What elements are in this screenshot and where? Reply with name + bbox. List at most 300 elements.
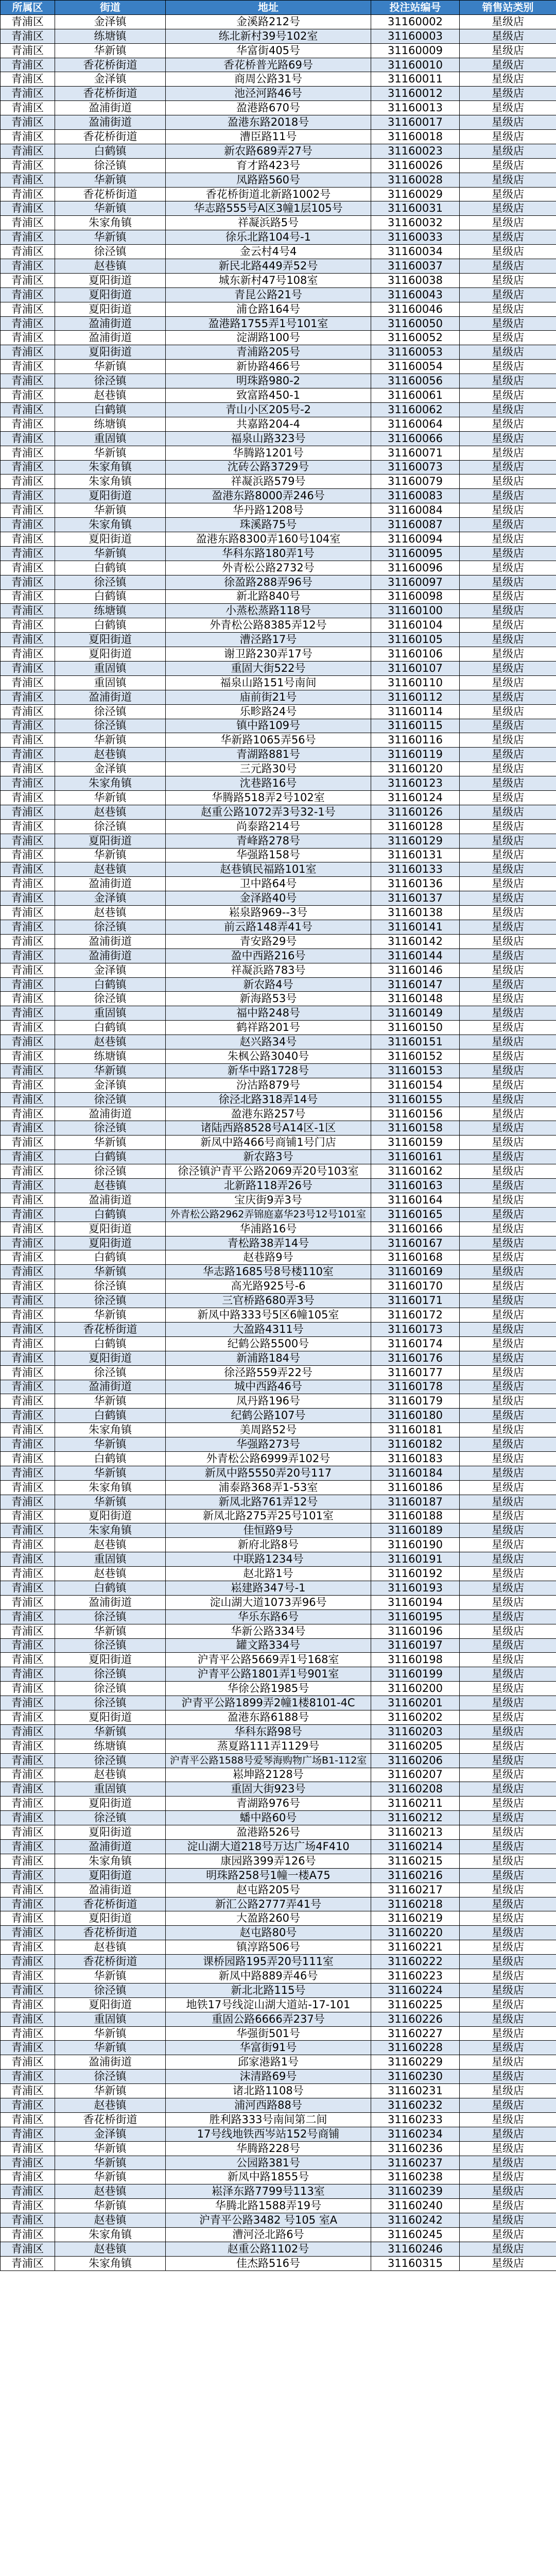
station-type-cell: 星级店: [460, 1480, 556, 1495]
table-row: [1, 158, 556, 173]
district-cell: 青浦区: [1, 1294, 55, 1308]
station-type-cell: 星级店: [460, 2055, 556, 2070]
district-cell: 青浦区: [1, 1035, 55, 1049]
station-type-cell: 星级店: [460, 1897, 556, 1911]
table-row: [1, 1365, 556, 1380]
district-cell: 青浦区: [1, 704, 55, 719]
address-cell: 青昆公路21号: [166, 287, 371, 302]
address-cell: 重固大街923号: [166, 1782, 371, 1797]
table-row: [1, 374, 556, 388]
station-type-cell: 星级店: [460, 877, 556, 891]
district-cell: 青浦区: [1, 819, 55, 834]
street-cell: 白鹤镇: [55, 618, 166, 633]
station-id-cell: 31160212: [371, 1811, 460, 1825]
street-cell: 夏阳街道: [55, 1997, 166, 2012]
district-cell: 青浦区: [1, 144, 55, 158]
district-cell: 青浦区: [1, 1107, 55, 1121]
table-row: [1, 546, 556, 561]
district-cell: 青浦区: [1, 1538, 55, 1552]
street-cell: 徐泾镇: [55, 1638, 166, 1653]
street-cell: 朱家角镇: [55, 518, 166, 532]
district-cell: 青浦区: [1, 1926, 55, 1940]
station-id-cell: 31160226: [371, 2012, 460, 2026]
street-cell: 夏阳街道: [55, 1653, 166, 1667]
street-cell: 夏阳街道: [55, 1710, 166, 1724]
district-cell: 青浦区: [1, 1638, 55, 1653]
station-id-cell: 31160220: [371, 1926, 460, 1940]
station-id-cell: 31160146: [371, 963, 460, 977]
district-cell: 青浦区: [1, 1063, 55, 1078]
table-row: [1, 1997, 556, 2012]
district-cell: 青浦区: [1, 360, 55, 374]
address-cell: 公园路381号: [166, 2156, 371, 2170]
station-type-cell: 星级店: [460, 1696, 556, 1710]
address-cell: 新凤中路5550弄20号117: [166, 1466, 371, 1480]
table-row: [1, 1136, 556, 1150]
address-cell: 谢卫路230弄17号: [166, 647, 371, 662]
address-cell: 鹤祥路201号: [166, 1021, 371, 1035]
street-cell: 赵巷镇: [55, 1538, 166, 1552]
address-cell: 盈港路526号: [166, 1825, 371, 1840]
table-row: [1, 1495, 556, 1509]
station-id-cell: 31160246: [371, 2242, 460, 2256]
street-cell: 赵巷镇: [55, 1035, 166, 1049]
street-cell: 朱家角镇: [55, 1480, 166, 1495]
station-id-cell: 31160173: [371, 1322, 460, 1336]
table-row: [1, 1825, 556, 1840]
station-id-cell: 31160201: [371, 1696, 460, 1710]
district-cell: 青浦区: [1, 1336, 55, 1351]
station-id-cell: 31160144: [371, 948, 460, 963]
station-id-cell: 31160233: [371, 2112, 460, 2127]
table-row: [1, 201, 556, 216]
station-id-cell: 31160177: [371, 1365, 460, 1380]
table-row: [1, 1049, 556, 1064]
table-row: [1, 748, 556, 762]
street-cell: 徐泾镇: [55, 1279, 166, 1294]
table-row: [1, 1351, 556, 1365]
station-id-cell: 31160188: [371, 1509, 460, 1523]
station-type-cell: 星级店: [460, 2127, 556, 2141]
district-cell: 青浦区: [1, 1854, 55, 1868]
street-cell: 夏阳街道: [55, 1222, 166, 1236]
address-cell: 华腾路1201号: [166, 446, 371, 460]
district-cell: 青浦区: [1, 1653, 55, 1667]
station-type-cell: 星级店: [460, 1911, 556, 1926]
station-type-cell: 星级店: [460, 1265, 556, 1279]
station-id-cell: 31160223: [371, 1969, 460, 1984]
station-type-cell: 星级店: [460, 920, 556, 935]
station-id-cell: 31160217: [371, 1883, 460, 1897]
street-cell: 夏阳街道: [55, 1509, 166, 1523]
street-cell: 金泽镇: [55, 963, 166, 977]
street-cell: 夏阳街道: [55, 1351, 166, 1365]
table-row: [1, 1840, 556, 1854]
street-cell: 华新镇: [55, 2141, 166, 2156]
table-row: [1, 29, 556, 43]
table-row: [1, 2170, 556, 2184]
street-cell: 盈浦街道: [55, 1193, 166, 1207]
station-type-cell: 星级店: [460, 1552, 556, 1567]
station-type-cell: 星级店: [460, 29, 556, 43]
station-type-cell: 星级店: [460, 2228, 556, 2242]
table-row: [1, 2199, 556, 2213]
station-id-cell: 31160183: [371, 1451, 460, 1466]
table-row: [1, 115, 556, 130]
station-type-cell: 星级店: [460, 1136, 556, 1150]
table-row: [1, 1609, 556, 1624]
address-cell: 新海路53号: [166, 992, 371, 1006]
station-id-cell: 31160162: [371, 1164, 460, 1179]
district-cell: 青浦区: [1, 230, 55, 245]
street-cell: 练塘镇: [55, 417, 166, 431]
address-cell: 华丹路1208号: [166, 503, 371, 518]
station-id-cell: 31160114: [371, 704, 460, 719]
station-type-cell: 星级店: [460, 1322, 556, 1336]
station-id-cell: 31160169: [371, 1265, 460, 1279]
table-row: [1, 1250, 556, 1265]
station-id-cell: 31160172: [371, 1308, 460, 1323]
address-cell: 育才路423号: [166, 158, 371, 173]
street-cell: 赵巷镇: [55, 2098, 166, 2113]
district-cell: 青浦区: [1, 273, 55, 287]
table-row: [1, 762, 556, 776]
street-cell: 白鹤镇: [55, 977, 166, 992]
address-cell: 美周路52号: [166, 1423, 371, 1437]
station-type-cell: 星级店: [460, 1825, 556, 1840]
station-id-cell: 31160200: [371, 1682, 460, 1696]
station-type-cell: 星级店: [460, 819, 556, 834]
address-cell: 练北新村39号102室: [166, 29, 371, 43]
table-row: [1, 259, 556, 274]
address-cell: 赵北路1号: [166, 1567, 371, 1581]
station-id-cell: 31160205: [371, 1739, 460, 1753]
address-cell: 华强街501号: [166, 2026, 371, 2041]
station-type-cell: 星级店: [460, 1179, 556, 1193]
street-cell: 华新镇: [55, 173, 166, 187]
district-cell: 青浦区: [1, 1682, 55, 1696]
table-row: [1, 1811, 556, 1825]
station-type-cell: 星级店: [460, 158, 556, 173]
address-cell: 福泉山路151号南间: [166, 675, 371, 690]
address-cell: 三元路30号: [166, 762, 371, 776]
station-type-cell: 星级店: [460, 1983, 556, 1997]
station-id-cell: 31160037: [371, 259, 460, 274]
station-type-cell: 星级店: [460, 1811, 556, 1825]
district-cell: 青浦区: [1, 2055, 55, 2070]
table-row: [1, 589, 556, 604]
district-cell: 青浦区: [1, 2041, 55, 2055]
table-row: [1, 417, 556, 431]
street-cell: 徐泾镇: [55, 1682, 166, 1696]
table-row: [1, 431, 556, 446]
address-cell: 香花桥普光路69号: [166, 58, 371, 72]
table-row: [1, 173, 556, 187]
station-id-cell: 31160180: [371, 1409, 460, 1423]
station-id-cell: 31160123: [371, 776, 460, 791]
station-type-cell: 星级店: [460, 43, 556, 58]
station-type-cell: 星级店: [460, 704, 556, 719]
address-cell: 华强路273号: [166, 1437, 371, 1452]
address-cell: 纪鹤公路5500号: [166, 1336, 371, 1351]
district-cell: 青浦区: [1, 1480, 55, 1495]
district-cell: 青浦区: [1, 733, 55, 748]
street-cell: 盈浦街道: [55, 101, 166, 115]
street-cell: 赵巷镇: [55, 1940, 166, 1955]
table-row: [1, 690, 556, 704]
street-cell: 重固镇: [55, 1782, 166, 1797]
station-id-cell: 31160142: [371, 934, 460, 948]
street-cell: 夏阳街道: [55, 633, 166, 647]
street-cell: 朱家角镇: [55, 1854, 166, 1868]
street-cell: 盈浦街道: [55, 316, 166, 331]
street-cell: 朱家角镇: [55, 1423, 166, 1437]
station-type-cell: 星级店: [460, 1969, 556, 1984]
table-row: [1, 877, 556, 891]
table-row: [1, 1279, 556, 1294]
street-cell: 金泽镇: [55, 2127, 166, 2141]
address-cell: 新农路689弄27号: [166, 144, 371, 158]
address-cell: 新浦路184号: [166, 1351, 371, 1365]
station-id-cell: 31160195: [371, 1609, 460, 1624]
station-id-cell: 31160184: [371, 1466, 460, 1480]
district-cell: 青浦区: [1, 1021, 55, 1035]
station-id-cell: 31160211: [371, 1797, 460, 1811]
district-cell: 青浦区: [1, 2213, 55, 2228]
table-row: [1, 230, 556, 245]
table-row: [1, 1107, 556, 1121]
station-id-cell: 31160215: [371, 1854, 460, 1868]
address-cell: 朱枫公路3040号: [166, 1049, 371, 1064]
station-id-cell: 31160071: [371, 446, 460, 460]
table-row: [1, 1480, 556, 1495]
district-cell: 青浦区: [1, 1609, 55, 1624]
station-id-cell: 31160096: [371, 561, 460, 575]
address-cell: 香花桥街道北新路1002号: [166, 187, 371, 201]
station-id-cell: 31160026: [371, 158, 460, 173]
table-row: [1, 2156, 556, 2170]
station-type-cell: 星级店: [460, 604, 556, 618]
station-id-cell: 31160227: [371, 2026, 460, 2041]
table-row: [1, 977, 556, 992]
street-cell: 徐泾镇: [55, 575, 166, 589]
district-cell: 青浦区: [1, 834, 55, 848]
address-cell: 重固大街522号: [166, 661, 371, 675]
address-cell: 沪青平公路1899弄2幢1楼8101-4C: [166, 1696, 371, 1710]
district-cell: 青浦区: [1, 1940, 55, 1955]
district-cell: 青浦区: [1, 1092, 55, 1107]
street-cell: 盈浦街道: [55, 1380, 166, 1394]
address-cell: 新凤中路333号5区6幢105室: [166, 1308, 371, 1323]
station-id-cell: 31160098: [371, 589, 460, 604]
station-type-cell: 星级店: [460, 1609, 556, 1624]
street-cell: 夏阳街道: [55, 1797, 166, 1811]
street-cell: 夏阳街道: [55, 345, 166, 360]
table-row: [1, 87, 556, 101]
address-cell: 新凤北路275弄25号101室: [166, 1509, 371, 1523]
street-cell: 赵巷镇: [55, 2184, 166, 2199]
station-type-cell: 星级店: [460, 1538, 556, 1552]
station-id-cell: 31160208: [371, 1782, 460, 1797]
station-id-cell: 31160197: [371, 1638, 460, 1653]
district-cell: 青浦区: [1, 675, 55, 690]
station-id-cell: 31160150: [371, 1021, 460, 1035]
station-type-cell: 星级店: [460, 2242, 556, 2256]
street-cell: 赵巷镇: [55, 906, 166, 920]
street-cell: 赵巷镇: [55, 1567, 166, 1581]
station-id-cell: 31160033: [371, 230, 460, 245]
station-type-cell: 星级店: [460, 2184, 556, 2199]
street-cell: 徐泾镇: [55, 158, 166, 173]
street-cell: 白鹤镇: [55, 144, 166, 158]
district-cell: 青浦区: [1, 1811, 55, 1825]
district-cell: 青浦区: [1, 1969, 55, 1984]
address-cell: 新农路4号: [166, 977, 371, 992]
street-cell: 华新镇: [55, 2199, 166, 2213]
table-row: [1, 1595, 556, 1609]
district-cell: 青浦区: [1, 1782, 55, 1797]
station-id-cell: 31160105: [371, 633, 460, 647]
street-cell: 夏阳街道: [55, 532, 166, 546]
street-cell: 香花桥街道: [55, 1322, 166, 1336]
station-id-cell: 31160104: [371, 618, 460, 633]
table-row: [1, 1724, 556, 1739]
station-id-cell: 31160128: [371, 819, 460, 834]
district-cell: 青浦区: [1, 891, 55, 906]
station-id-cell: 31160194: [371, 1595, 460, 1609]
station-type-cell: 星级店: [460, 259, 556, 274]
station-type-cell: 星级店: [460, 1466, 556, 1480]
table-row: [1, 963, 556, 977]
street-cell: 华新镇: [55, 2026, 166, 2041]
station-id-cell: 31160002: [371, 14, 460, 29]
table-row: [1, 1336, 556, 1351]
address-cell: 淀山湖大道218号万达广场4F410: [166, 1840, 371, 1854]
street-cell: 徐泾镇: [55, 819, 166, 834]
district-cell: 青浦区: [1, 1883, 55, 1897]
street-cell: 华新镇: [55, 1063, 166, 1078]
district-cell: 青浦区: [1, 575, 55, 589]
street-cell: 赵巷镇: [55, 1179, 166, 1193]
station-type-cell: 星级店: [460, 1236, 556, 1250]
station-type-cell: 星级店: [460, 518, 556, 532]
table-row: [1, 1423, 556, 1437]
station-id-cell: 31160147: [371, 977, 460, 992]
address-cell: 盈港路1755弄1号101室: [166, 316, 371, 331]
table-row: [1, 1739, 556, 1753]
address-cell: 祥凝浜路783号: [166, 963, 371, 977]
station-type-cell: 星级店: [460, 1624, 556, 1638]
station-type-cell: 星级店: [460, 1351, 556, 1365]
street-cell: 白鹤镇: [55, 1150, 166, 1164]
station-id-cell: 31160242: [371, 2213, 460, 2228]
station-type-cell: 星级店: [460, 1495, 556, 1509]
street-cell: 华新镇: [55, 546, 166, 561]
station-type-cell: 星级店: [460, 992, 556, 1006]
address-cell: 致富路450-1: [166, 388, 371, 403]
address-cell: 新凤中路889弄46号: [166, 1969, 371, 1984]
district-cell: 青浦区: [1, 963, 55, 977]
station-type-cell: 星级店: [460, 417, 556, 431]
table-row: [1, 2256, 556, 2270]
address-cell: 华富街91号: [166, 2041, 371, 2055]
district-cell: 青浦区: [1, 1279, 55, 1294]
station-id-cell: 31160196: [371, 1624, 460, 1638]
table-row: [1, 906, 556, 920]
district-cell: 青浦区: [1, 2127, 55, 2141]
address-cell: 华腾路228号: [166, 2141, 371, 2156]
street-cell: 白鹤镇: [55, 402, 166, 417]
table-row: [1, 834, 556, 848]
district-cell: 青浦区: [1, 604, 55, 618]
street-cell: 盈浦街道: [55, 1595, 166, 1609]
district-cell: 青浦区: [1, 1955, 55, 1969]
table-row: [1, 14, 556, 29]
district-cell: 青浦区: [1, 1696, 55, 1710]
station-type-cell: 星级店: [460, 1653, 556, 1667]
station-type-cell: 星级店: [460, 2213, 556, 2228]
street-cell: 华新镇: [55, 230, 166, 245]
district-cell: 青浦区: [1, 1451, 55, 1466]
street-cell: 盈浦街道: [55, 934, 166, 948]
district-cell: 青浦区: [1, 201, 55, 216]
district-cell: 青浦区: [1, 503, 55, 518]
address-cell: 17号线地铁西岑站152号商铺: [166, 2127, 371, 2141]
station-id-cell: 31160168: [371, 1250, 460, 1265]
district-cell: 青浦区: [1, 14, 55, 29]
station-type-cell: 星级店: [460, 2256, 556, 2270]
table-row: [1, 1653, 556, 1667]
table-row: [1, 2141, 556, 2156]
address-cell: 盈港东路2018号: [166, 115, 371, 130]
address-cell: 赵重公路1102号: [166, 2242, 371, 2256]
district-cell: 青浦区: [1, 331, 55, 345]
district-cell: 青浦区: [1, 374, 55, 388]
district-cell: 青浦区: [1, 1365, 55, 1380]
station-id-cell: 31160110: [371, 675, 460, 690]
station-id-cell: 31160178: [371, 1380, 460, 1394]
station-type-cell: 星级店: [460, 1092, 556, 1107]
district-cell: 青浦区: [1, 1581, 55, 1595]
address-cell: 青湖路881号: [166, 748, 371, 762]
station-id-cell: 31160126: [371, 805, 460, 819]
district-cell: 青浦区: [1, 87, 55, 101]
street-cell: 华新镇: [55, 733, 166, 748]
table-row: [1, 446, 556, 460]
address-cell: 三官桥路680弄3号: [166, 1294, 371, 1308]
station-id-cell: 31160225: [371, 1997, 460, 2012]
district-cell: 青浦区: [1, 1006, 55, 1021]
table-row: [1, 934, 556, 948]
table-row: [1, 1322, 556, 1336]
street-cell: 夏阳街道: [55, 834, 166, 848]
table-row: [1, 130, 556, 144]
station-type-cell: 星级店: [460, 1854, 556, 1868]
district-cell: 青浦区: [1, 1236, 55, 1250]
street-cell: 夏阳街道: [55, 1911, 166, 1926]
address-cell: 青安路29号: [166, 934, 371, 948]
station-type-cell: 星级店: [460, 1955, 556, 1969]
station-id-cell: 31160010: [371, 58, 460, 72]
table-row: [1, 503, 556, 518]
station-id-cell: 31160115: [371, 719, 460, 733]
station-id-cell: 31160138: [371, 906, 460, 920]
station-type-cell: 星级店: [460, 1250, 556, 1265]
street-cell: 华新镇: [55, 360, 166, 374]
table-row: [1, 316, 556, 331]
station-id-cell: 31160159: [371, 1136, 460, 1150]
address-cell: 赵巷路9号: [166, 1250, 371, 1265]
